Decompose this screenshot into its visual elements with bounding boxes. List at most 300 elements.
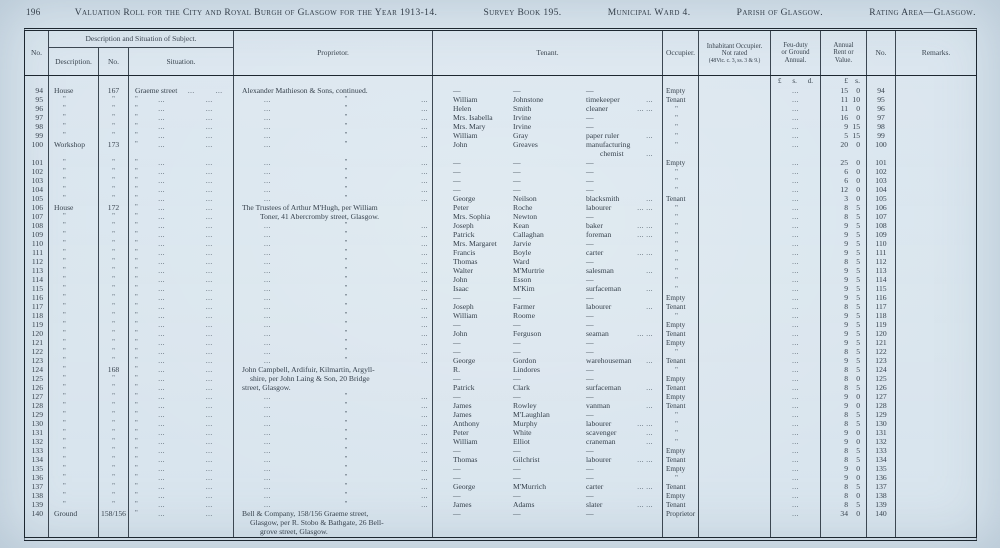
cell-remarks — [896, 177, 976, 186]
cell-situation: " ... ... — [129, 267, 234, 276]
cell-situation: " ... ... — [129, 321, 234, 330]
cell-tenant — [433, 519, 663, 528]
cell-inhabitant — [699, 456, 771, 465]
cell-occupier: Empty — [663, 375, 699, 384]
cell-annual-rent: 16 0 — [821, 114, 867, 123]
cell-remarks — [896, 492, 976, 501]
cell-annual-rent: 8 5 — [821, 483, 867, 492]
cell-annual-rent — [821, 528, 867, 537]
cell-description: " — [49, 267, 99, 276]
cell-no-right: 111 — [867, 249, 896, 258]
cell-tenant: John Ferguson seaman ... ... — [433, 330, 663, 339]
cell-entry-no: 95 — [25, 96, 49, 105]
cell-feu-duty: ... — [771, 402, 821, 411]
cell-occupier: " — [663, 123, 699, 132]
cell-proprietor: ... " ... — [234, 222, 433, 231]
cell-situation: " ... ... — [129, 285, 234, 294]
cell-entry-no: 109 — [25, 231, 49, 240]
cell-remarks — [896, 519, 976, 528]
cell-feu-duty: ... — [771, 123, 821, 132]
cell-description: " — [49, 330, 99, 339]
cell-annual-rent: 9 5 — [821, 357, 867, 366]
cell-feu-duty: ... — [771, 96, 821, 105]
page-title: Valuation Roll for the City and Royal Burgh of Glasgow for the Year 1913-14. — [74, 8, 438, 18]
cell-description: " — [49, 447, 99, 456]
cell-no-right: 115 — [867, 285, 896, 294]
cell-situation: " ... ... — [129, 276, 234, 285]
cell-entry-no: 138 — [25, 492, 49, 501]
cell-no-right: 101 — [867, 159, 896, 168]
cell-proprietor: ... " ... — [234, 276, 433, 285]
cell-proprietor: ... " ... — [234, 429, 433, 438]
cell-occupier: Tenant — [663, 483, 699, 492]
cell-street-no: " — [99, 501, 129, 510]
cell-tenant: John Greaves manufacturing — [433, 141, 663, 150]
cell-proprietor: ... " ... — [234, 186, 433, 195]
cell-inhabitant — [699, 519, 771, 528]
cell-tenant: — — — — [433, 186, 663, 195]
cell-remarks — [896, 420, 976, 429]
cell-annual-rent: 8 5 — [821, 303, 867, 312]
cell-proprietor: street, Glasgow. — [234, 384, 433, 393]
cell-no-right: 112 — [867, 258, 896, 267]
cell-tenant: — — — — [433, 168, 663, 177]
cell-remarks — [896, 528, 976, 537]
cell-proprietor: ... " ... — [234, 474, 433, 483]
cell-tenant: Francis Boyle carter ... ... — [433, 249, 663, 258]
cell-annual-rent: 8 5 — [821, 258, 867, 267]
cell-remarks — [896, 249, 976, 258]
cell-description: " — [49, 294, 99, 303]
cell-tenant: — — — — [433, 87, 663, 96]
cell-tenant: Helen Smith cleaner ... ... — [433, 105, 663, 114]
cell-proprietor: ... " ... — [234, 456, 433, 465]
cell-inhabitant — [699, 330, 771, 339]
cell-situation: " ... ... — [129, 501, 234, 510]
cell-remarks — [896, 384, 976, 393]
cell-street-no: " — [99, 312, 129, 321]
cell-situation: " ... ... — [129, 330, 234, 339]
cell-inhabitant — [699, 447, 771, 456]
cell-entry-no: 128 — [25, 402, 49, 411]
cell-annual-rent: 9 5 — [821, 276, 867, 285]
cell-tenant: — — — — [433, 447, 663, 456]
cell-no-right: 95 — [867, 96, 896, 105]
cell-inhabitant — [699, 213, 771, 222]
cell-street-no: " — [99, 375, 129, 384]
cell-occupier: " — [663, 267, 699, 276]
cell-annual-rent: 9 15 — [821, 123, 867, 132]
cell-feu-duty: ... — [771, 420, 821, 429]
cell-inhabitant — [699, 168, 771, 177]
cell-tenant: Mrs. Mary Irvine — — [433, 123, 663, 132]
cell-description: " — [49, 411, 99, 420]
cell-street-no: " — [99, 240, 129, 249]
cell-occupier: Tenant — [663, 501, 699, 510]
cell-tenant: James M'Laughlan — — [433, 411, 663, 420]
cell-remarks — [896, 339, 976, 348]
col-header-situation: Situation. — [129, 48, 234, 75]
cell-description: " — [49, 312, 99, 321]
cell-annual-rent: 9 5 — [821, 231, 867, 240]
cell-entry-no: 107 — [25, 213, 49, 222]
cell-no-right: 130 — [867, 420, 896, 429]
cell-street-no: " — [99, 267, 129, 276]
cell-inhabitant — [699, 384, 771, 393]
cell-remarks — [896, 240, 976, 249]
cell-inhabitant — [699, 339, 771, 348]
cell-feu-duty: ... — [771, 240, 821, 249]
cell-street-no: " — [99, 249, 129, 258]
cell-occupier — [663, 519, 699, 528]
cell-inhabitant — [699, 402, 771, 411]
cell-remarks — [896, 303, 976, 312]
cell-entry-no: 100 — [25, 141, 49, 150]
cell-occupier: " — [663, 222, 699, 231]
cell-street-no: " — [99, 123, 129, 132]
cell-tenant: — — — — [433, 339, 663, 348]
cell-no-right: 134 — [867, 456, 896, 465]
cell-situation: " ... ... — [129, 168, 234, 177]
cell-description: " — [49, 465, 99, 474]
cell-occupier: " — [663, 285, 699, 294]
cell-inhabitant — [699, 76, 771, 87]
cell-situation: " ... ... — [129, 105, 234, 114]
cell-entry-no: 110 — [25, 240, 49, 249]
cell-remarks — [896, 276, 976, 285]
cell-remarks — [896, 321, 976, 330]
cell-entry-no: 118 — [25, 312, 49, 321]
cell-entry-no: 119 — [25, 321, 49, 330]
cell-feu-duty: ... — [771, 465, 821, 474]
cell-annual-rent: 9 5 — [821, 312, 867, 321]
cell-feu-duty: ... — [771, 105, 821, 114]
cell-proprietor: ... " ... — [234, 393, 433, 402]
cell-no-right: 126 — [867, 384, 896, 393]
cell-annual-rent: 9 5 — [821, 330, 867, 339]
cell-street-no: " — [99, 132, 129, 141]
cell-proprietor: ... " ... — [234, 402, 433, 411]
cell-street-no: " — [99, 303, 129, 312]
cell-entry-no: 133 — [25, 447, 49, 456]
cell-situation: " ... ... — [129, 294, 234, 303]
cell-annual-rent — [821, 519, 867, 528]
cell-occupier: " — [663, 366, 699, 375]
cell-situation: " ... ... — [129, 96, 234, 105]
cell-inhabitant — [699, 159, 771, 168]
col-header-feu-duty: Feu-duty or Ground Annual. — [771, 31, 821, 75]
cell-description: " — [49, 168, 99, 177]
cell-situation: " ... ... — [129, 204, 234, 213]
cell-remarks — [896, 159, 976, 168]
cell-tenant: — — — — [433, 510, 663, 519]
cell-street-no: " — [99, 465, 129, 474]
cell-occupier: Tenant — [663, 195, 699, 204]
cell-inhabitant — [699, 249, 771, 258]
cell-annual-rent: 9 5 — [821, 267, 867, 276]
cell-situation: " ... ... — [129, 492, 234, 501]
cell-remarks — [896, 501, 976, 510]
cell-no-right: 131 — [867, 429, 896, 438]
cell-feu-duty: ... — [771, 330, 821, 339]
cell-description: " — [49, 402, 99, 411]
cell-street-no: " — [99, 411, 129, 420]
col-header-description-group: Description and Situation of Subject. — [49, 31, 234, 48]
cell-street-no: " — [99, 168, 129, 177]
cell-annual-rent: 6 0 — [821, 168, 867, 177]
cell-description: " — [49, 483, 99, 492]
cell-inhabitant — [699, 285, 771, 294]
cell-description: " — [49, 321, 99, 330]
rating-area: Rating Area—Glasgow. — [869, 8, 976, 18]
cell-occupier: Tenant — [663, 330, 699, 339]
cell-annual-rent: 9 0 — [821, 474, 867, 483]
cell-street-no: " — [99, 177, 129, 186]
cell-proprietor: ... " ... — [234, 447, 433, 456]
cell-description — [49, 528, 99, 537]
cell-tenant: William Johnstone timekeeper ... — [433, 96, 663, 105]
cell-description: " — [49, 231, 99, 240]
cell-situation: " ... ... — [129, 141, 234, 150]
cell-inhabitant — [699, 141, 771, 150]
cell-occupier: " — [663, 420, 699, 429]
cell-occupier: " — [663, 429, 699, 438]
cell-street-no: " — [99, 456, 129, 465]
cell-occupier: Empty — [663, 321, 699, 330]
cell-entry-no: 111 — [25, 249, 49, 258]
cell-description: Workshop — [49, 141, 99, 150]
cell-inhabitant — [699, 276, 771, 285]
cell-inhabitant — [699, 186, 771, 195]
cell-description: " — [49, 474, 99, 483]
cell-inhabitant — [699, 474, 771, 483]
feu-units: £ s. d. — [771, 76, 821, 87]
cell-no-right: 99 — [867, 132, 896, 141]
cell-entry-no: 102 — [25, 168, 49, 177]
cell-street-no: 172 — [99, 204, 129, 213]
cell-street-no: " — [99, 474, 129, 483]
cell-no-right: 140 — [867, 510, 896, 519]
cell-situation: " ... ... — [129, 132, 234, 141]
cell-remarks — [896, 402, 976, 411]
cell-remarks — [896, 96, 976, 105]
cell-remarks — [896, 330, 976, 339]
cell-entry-no: 112 — [25, 258, 49, 267]
cell-street-no: " — [99, 393, 129, 402]
cell-remarks — [896, 186, 976, 195]
cell-tenant: Mrs. Margaret Jarvie — — [433, 240, 663, 249]
cell-proprietor: ... " ... — [234, 249, 433, 258]
cell-occupier: Proprietor — [663, 510, 699, 519]
cell-entry-no: 129 — [25, 411, 49, 420]
cell-description: " — [49, 240, 99, 249]
cell-description: " — [49, 375, 99, 384]
cell-proprietor: ... " ... — [234, 330, 433, 339]
cell-no-right: 122 — [867, 348, 896, 357]
cell-description: " — [49, 492, 99, 501]
cell-proprietor: ... " ... — [234, 321, 433, 330]
cell-inhabitant — [699, 429, 771, 438]
table-header — [25, 31, 976, 76]
cell-annual-rent: 8 5 — [821, 384, 867, 393]
cell-entry-no: 116 — [25, 294, 49, 303]
cell-situation: " ... ... — [129, 240, 234, 249]
cell-entry-no: 127 — [25, 393, 49, 402]
cell-tenant: chemist ... — [433, 150, 663, 159]
cell-feu-duty: ... — [771, 204, 821, 213]
cell-feu-duty — [771, 528, 821, 537]
cell-occupier: " — [663, 411, 699, 420]
cell-annual-rent: 9 0 — [821, 438, 867, 447]
cell-description: House — [49, 204, 99, 213]
cell-situation: " ... ... — [129, 339, 234, 348]
cell-feu-duty: ... — [771, 438, 821, 447]
cell-proprietor: ... " ... — [234, 168, 433, 177]
cell-entry-no: 122 — [25, 348, 49, 357]
cell-feu-duty: ... — [771, 177, 821, 186]
cell-remarks — [896, 141, 976, 150]
cell-remarks — [896, 285, 976, 294]
cell-annual-rent: 9 0 — [821, 402, 867, 411]
cell-occupier: Empty — [663, 339, 699, 348]
cell-inhabitant — [699, 483, 771, 492]
cell-situation: " ... ... — [129, 213, 234, 222]
cell-no-right: 129 — [867, 411, 896, 420]
cell-situation: " ... ... — [129, 510, 234, 519]
cell-annual-rent: 15 0 — [821, 87, 867, 96]
cell-annual-rent: 25 0 — [821, 159, 867, 168]
cell-occupier: " — [663, 186, 699, 195]
cell-proprietor: ... " ... — [234, 303, 433, 312]
cell-situation: " ... ... — [129, 429, 234, 438]
cell-occupier: Tenant — [663, 357, 699, 366]
cell-street-no: " — [99, 447, 129, 456]
cell-tenant: Joseph Kean baker ... ... — [433, 222, 663, 231]
cell-proprietor: ... " ... — [234, 348, 433, 357]
cell-situation: " ... ... — [129, 186, 234, 195]
cell-feu-duty: ... — [771, 447, 821, 456]
cell-entry-no: 136 — [25, 474, 49, 483]
cell-tenant: Peter Roche labourer ... ... — [433, 204, 663, 213]
cell-remarks — [896, 204, 976, 213]
cell-inhabitant — [699, 87, 771, 96]
cell-entry-no — [25, 528, 49, 537]
cell-annual-rent: 8 5 — [821, 213, 867, 222]
cell-proprietor: Glasgow, per R. Stobo & Bathgate, 26 Bell- — [234, 519, 433, 528]
cell-description: " — [49, 339, 99, 348]
cell-tenant: — — — — [433, 474, 663, 483]
cell-description: " — [49, 384, 99, 393]
cell-inhabitant — [699, 177, 771, 186]
cell-proprietor: ... " ... — [234, 267, 433, 276]
cell-tenant: William Roome — — [433, 312, 663, 321]
cell-remarks — [896, 375, 976, 384]
cell-feu-duty: ... — [771, 285, 821, 294]
cell-description: " — [49, 276, 99, 285]
cell-street-no: " — [99, 348, 129, 357]
cell-inhabitant — [699, 366, 771, 375]
page-number: 196 — [26, 7, 41, 17]
cell-proprietor: grove street, Glasgow. — [234, 528, 433, 537]
cell-entry-no: 124 — [25, 366, 49, 375]
cell-annual-rent: 8 5 — [821, 501, 867, 510]
cell-entry-no: 132 — [25, 438, 49, 447]
cell-description: " — [49, 96, 99, 105]
cell-entry-no: 108 — [25, 222, 49, 231]
cell-proprietor: ... " ... — [234, 312, 433, 321]
table-body — [25, 76, 976, 537]
cell-tenant: — — — — [433, 393, 663, 402]
cell-remarks — [896, 456, 976, 465]
cell-entry-no: 134 — [25, 456, 49, 465]
cell-tenant: James Rowley vanman ... — [433, 402, 663, 411]
cell-occupier: " — [663, 213, 699, 222]
cell-remarks — [896, 366, 976, 375]
cell-situation: " ... ... — [129, 159, 234, 168]
cell-proprietor: Alexander Mathieson & Sons, continued. — [234, 87, 433, 96]
cell-no-right: 106 — [867, 204, 896, 213]
cell-remarks — [896, 150, 976, 159]
cell-description: " — [49, 258, 99, 267]
cell-feu-duty: ... — [771, 213, 821, 222]
cell-inhabitant — [699, 357, 771, 366]
cell-feu-duty: ... — [771, 222, 821, 231]
col-header-occupier: Occupier. — [663, 31, 699, 75]
cell-annual-rent: 9 5 — [821, 285, 867, 294]
cell-occupier: " — [663, 258, 699, 267]
cell-occupier: Tenant — [663, 96, 699, 105]
cell-proprietor: John Campbell, Ardifuir, Kilmartin, Argyll- — [234, 366, 433, 375]
cell-street-no: " — [99, 420, 129, 429]
cell-proprietor: shire, per John Laing & Son, 20 Bridge — [234, 375, 433, 384]
cell-feu-duty: ... — [771, 510, 821, 519]
cell-tenant: — — — — [433, 375, 663, 384]
cell-proprietor: Toner, 41 Abercromby street, Glasgow. — [234, 213, 433, 222]
cell-inhabitant — [699, 411, 771, 420]
cell-annual-rent: 5 15 — [821, 132, 867, 141]
cell-street-no: " — [99, 483, 129, 492]
cell-description: " — [49, 393, 99, 402]
cell-remarks — [896, 258, 976, 267]
cell-occupier — [663, 528, 699, 537]
cell-entry-no: 94 — [25, 87, 49, 96]
cell-description: " — [49, 285, 99, 294]
cell-description: " — [49, 438, 99, 447]
cell-inhabitant — [699, 465, 771, 474]
cell-feu-duty: ... — [771, 186, 821, 195]
cell-no-right: 100 — [867, 141, 896, 150]
cell-situation: " ... ... — [129, 114, 234, 123]
cell-situation: " ... ... — [129, 393, 234, 402]
cell-entry-no: 130 — [25, 420, 49, 429]
cell-street-no: " — [99, 213, 129, 222]
cell-occupier: Empty — [663, 87, 699, 96]
cell-tenant: Patrick Clark surfaceman ... — [433, 384, 663, 393]
col-header-tenant: Tenant. — [433, 31, 663, 75]
cell-feu-duty: ... — [771, 249, 821, 258]
cell-occupier: " — [663, 204, 699, 213]
cell-street-no: 168 — [99, 366, 129, 375]
cell-street-no: " — [99, 96, 129, 105]
cell-no-right: 138 — [867, 492, 896, 501]
cell-feu-duty: ... — [771, 159, 821, 168]
cell-street-no: " — [99, 357, 129, 366]
cell-no-right — [867, 528, 896, 537]
cell-situation: " ... ... — [129, 231, 234, 240]
cell-entry-no: 97 — [25, 114, 49, 123]
cell-no-right: 124 — [867, 366, 896, 375]
cell-annual-rent: 8 5 — [821, 348, 867, 357]
